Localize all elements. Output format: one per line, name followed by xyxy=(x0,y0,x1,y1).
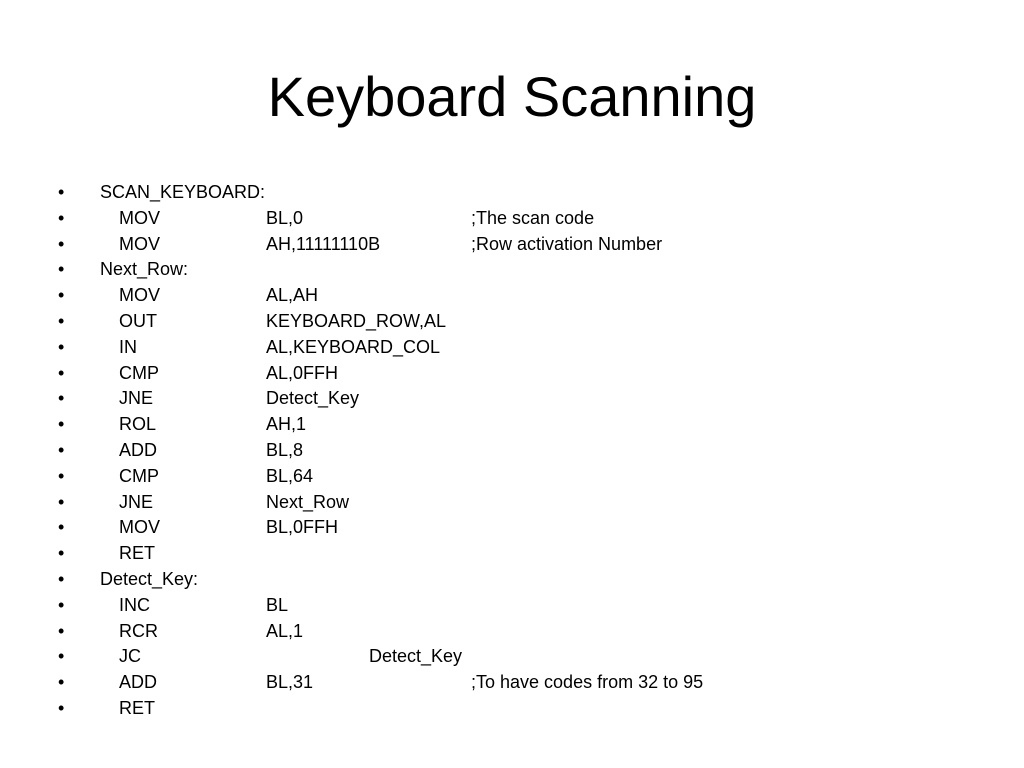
bullet: • xyxy=(58,697,65,718)
code-line xyxy=(0,670,1024,696)
code-line xyxy=(0,283,1024,309)
code-instruction: JNE xyxy=(119,491,154,512)
code-line xyxy=(0,515,1024,541)
code-instruction: CMP xyxy=(119,362,159,383)
bullet: • xyxy=(58,310,65,331)
code-line xyxy=(0,541,1024,567)
code-instruction: CMP xyxy=(119,465,159,486)
code-instruction: JNE xyxy=(119,388,154,409)
code-instruction: ADD xyxy=(119,439,158,460)
code-instruction: RET xyxy=(119,543,155,564)
code-operand: BL,0 xyxy=(266,207,304,228)
code-line xyxy=(0,644,1024,670)
code-operand: Detect_Key xyxy=(266,388,360,409)
bullet: • xyxy=(58,233,65,254)
code-instruction: JC xyxy=(119,646,141,667)
bullet: • xyxy=(58,362,65,383)
code-comment: ;To have codes from 32 to 95 xyxy=(471,672,704,693)
bullet: • xyxy=(58,182,65,202)
code-instruction: INC xyxy=(119,594,150,615)
bullet: • xyxy=(58,594,65,615)
code-operand: BL,0FFH xyxy=(266,517,339,538)
code-instruction: ADD xyxy=(119,672,158,693)
code-instruction: OUT xyxy=(119,310,157,331)
code-instruction: MOV xyxy=(119,233,161,254)
code-operand: AL,KEYBOARD_COL xyxy=(266,336,441,357)
bullet: • xyxy=(58,517,65,538)
code-instruction: MOV xyxy=(119,285,161,306)
bullet: • xyxy=(58,543,65,564)
code-label: SCAN_KEYBOARD: xyxy=(100,182,266,202)
bullet: • xyxy=(58,259,65,280)
code-line xyxy=(0,386,1024,412)
code-instruction: MOV xyxy=(119,517,161,538)
code-line xyxy=(0,490,1024,516)
code-operand: KEYBOARD_ROW,AL xyxy=(266,310,447,331)
bullet: • xyxy=(58,207,65,228)
code-line xyxy=(0,438,1024,464)
code-line xyxy=(0,361,1024,387)
bullet: • xyxy=(58,491,65,512)
code-line xyxy=(0,696,1024,722)
bullet: • xyxy=(58,285,65,306)
code-line xyxy=(0,619,1024,645)
code-operand: AL,1 xyxy=(266,620,304,641)
bullet: • xyxy=(58,388,65,409)
code-instruction: RCR xyxy=(119,620,158,641)
code-operand: BL,8 xyxy=(266,439,304,460)
code-operand: AH,1 xyxy=(266,414,307,435)
bullet: • xyxy=(58,439,65,460)
code-line xyxy=(0,567,1024,593)
code-operand: BL,31 xyxy=(266,672,314,693)
code-operand: AH,11111110B xyxy=(266,233,381,254)
code-operand: AL,0FFH xyxy=(266,362,339,383)
code-label: Next_Row: xyxy=(100,259,189,280)
code-line xyxy=(0,257,1024,283)
code-line xyxy=(0,309,1024,335)
code-line xyxy=(0,232,1024,258)
code-operand: BL,64 xyxy=(266,465,314,486)
code-comment: ;The scan code xyxy=(471,207,595,228)
bullet: • xyxy=(58,568,65,589)
code-line xyxy=(0,412,1024,438)
slide-title: Keyboard Scanning xyxy=(267,65,757,128)
code-operand: AL,AH xyxy=(266,285,319,306)
bullet: • xyxy=(58,672,65,693)
code-instruction: MOV xyxy=(119,207,161,228)
code-instruction: IN xyxy=(119,336,137,357)
code-operand: Detect_Key xyxy=(369,646,463,667)
code-instruction: RET xyxy=(119,697,155,718)
bullet: • xyxy=(58,620,65,641)
code-comment: ;Row activation Number xyxy=(471,233,663,254)
code-operand: BL xyxy=(266,594,289,615)
bullet: • xyxy=(58,336,65,357)
bullet: • xyxy=(58,414,65,435)
code-line xyxy=(0,593,1024,619)
code-line xyxy=(0,335,1024,361)
code-label: Detect_Key: xyxy=(100,568,199,589)
code-line xyxy=(0,180,1024,206)
bullet: • xyxy=(58,646,65,667)
code-operand: Next_Row xyxy=(266,491,350,512)
code-line xyxy=(0,206,1024,232)
bullet: • xyxy=(58,465,65,486)
code-instruction: ROL xyxy=(119,414,157,435)
code-line xyxy=(0,464,1024,490)
code-list xyxy=(0,180,1024,722)
